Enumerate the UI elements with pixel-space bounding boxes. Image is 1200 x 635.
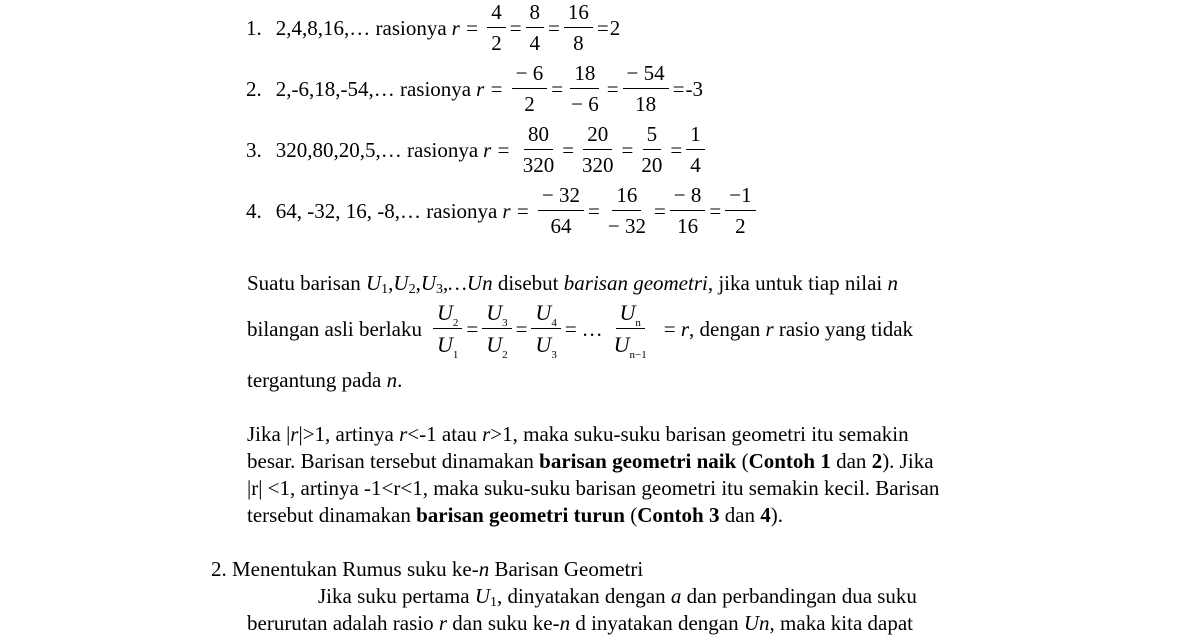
- numerator: [482, 302, 511, 329]
- paragraph-2-line-2: [247, 451, 934, 472]
- numerator: − 6: [512, 63, 548, 89]
- subscript: 4: [551, 317, 557, 329]
- fraction: [564, 2, 593, 54]
- comma: ,: [443, 271, 449, 295]
- subscript: 1: [452, 349, 459, 361]
- example-3: [246, 124, 708, 176]
- var-u: U: [474, 584, 491, 608]
- definition-text: rasio yang tidak: [773, 316, 914, 341]
- equals-sign: =: [606, 76, 619, 101]
- equals-sign: =: [509, 15, 522, 40]
- paragraph-text: |r| <1, artinya -1<r<1, maka suku-suku barisan geometri itu semakin kecil. Barisan: [247, 476, 940, 500]
- term-barisan-geometri: barisan geometri: [563, 271, 708, 295]
- fraction: [686, 124, 705, 176]
- paragraph-text: |>1, artinya: [298, 422, 400, 446]
- heading-text: Barisan Geometri: [489, 557, 644, 581]
- denominator: 320: [582, 153, 614, 177]
- denominator: [610, 329, 651, 361]
- var-u: U: [486, 332, 503, 357]
- fraction: [623, 63, 669, 115]
- equals-sign: =: [548, 15, 560, 40]
- example-4: [246, 185, 759, 237]
- var-u: U: [619, 300, 636, 325]
- example-2: [246, 63, 703, 115]
- equals-sign: =: [588, 198, 600, 223]
- denominator: − 32: [607, 214, 646, 238]
- example-1-sequence: 2,4,8,16,… rasionya: [275, 15, 447, 40]
- var-n: n: [478, 557, 490, 581]
- definition-text: disebut: [492, 271, 564, 295]
- definition-text: .: [397, 368, 403, 392]
- definition-line-3: [247, 370, 402, 391]
- example-2-r: r: [476, 76, 485, 101]
- fraction: [567, 63, 603, 115]
- example-2-sequence: 2,-6,18,-54,… rasionya: [275, 76, 472, 101]
- var-u: U: [486, 300, 503, 325]
- var-u: U: [436, 332, 453, 357]
- equals-sign: =: [515, 316, 528, 341]
- ref-contoh-3: Contoh 3: [637, 503, 720, 527]
- numerator: 4: [487, 2, 506, 28]
- definition-text: tergantung pada: [247, 368, 387, 392]
- ellipsis: …: [581, 316, 603, 341]
- fraction: [578, 124, 618, 176]
- numerator: 18: [570, 63, 599, 89]
- fraction: [512, 63, 548, 115]
- denominator: 16: [677, 214, 699, 238]
- ratio-fraction: [482, 300, 511, 361]
- equals-sign: =: [709, 198, 722, 223]
- var-r: r: [399, 422, 408, 446]
- ref-contoh-1: Contoh 1: [748, 449, 831, 473]
- paragraph-text: tersebut dinamakan: [247, 503, 417, 527]
- ratio-fraction: [531, 300, 560, 361]
- paragraph-text: Jika |: [247, 422, 291, 446]
- var-un: Un: [743, 611, 770, 635]
- fraction: [604, 185, 650, 237]
- equals-sign: =: [670, 137, 683, 162]
- example-4-r: r: [502, 198, 511, 223]
- equals-sign: =: [485, 76, 508, 101]
- fraction: [725, 185, 755, 237]
- denominator: 4: [690, 153, 701, 177]
- subscript: 3: [502, 317, 508, 329]
- ratio-fraction: [433, 300, 462, 361]
- var-r: r: [290, 422, 299, 446]
- numerator: −1: [725, 185, 755, 211]
- comma: ,: [388, 271, 394, 295]
- denominator: [531, 329, 560, 361]
- subscript: 1: [490, 595, 498, 610]
- numerator: 16: [564, 2, 593, 28]
- example-1-number: 1.: [246, 15, 262, 40]
- heading-text: 2. Menentukan Rumus suku ke-: [211, 557, 479, 581]
- denominator: 320: [522, 153, 555, 177]
- section-text: dan perbandingan dua suku: [681, 584, 917, 608]
- example-1: [246, 2, 620, 54]
- subscript: n: [635, 317, 641, 329]
- section-text: d inyatakan dengan: [570, 611, 744, 635]
- section-text: , dinyatakan dengan: [497, 584, 671, 608]
- paragraph-text: besar. Barisan tersebut dinamakan: [247, 449, 540, 473]
- example-3-r: r: [483, 137, 492, 162]
- equals-sign: =: [653, 198, 666, 223]
- var-u: U: [365, 271, 382, 295]
- paragraph-text: ). Jika: [882, 449, 934, 473]
- var-r: r: [765, 316, 774, 341]
- var-n: n: [887, 271, 898, 295]
- numerator: − 8: [670, 185, 706, 211]
- var-r: r: [482, 422, 491, 446]
- example-3-sequence: 320,80,20,5,… rasionya: [275, 137, 479, 162]
- var-n: n: [559, 611, 571, 635]
- fraction: [670, 185, 706, 237]
- denominator: − 6: [571, 92, 599, 116]
- denominator: 8: [573, 31, 584, 55]
- paragraph-text: dan: [719, 503, 761, 527]
- var-un: …Un: [448, 271, 493, 295]
- example-2-result: -3: [685, 76, 703, 101]
- definition-text: =: [663, 316, 681, 341]
- var-r: r: [438, 611, 448, 635]
- paragraph-2-line-1: [247, 424, 909, 445]
- denominator: 4: [529, 31, 541, 55]
- example-4-sequence: 64, -32, 16, -8,… rasionya: [275, 198, 498, 223]
- fraction: [526, 2, 545, 54]
- section-text: Jika suku pertama: [318, 584, 475, 608]
- var-u: U: [420, 271, 436, 295]
- fraction: [487, 2, 506, 54]
- equals-sign: =: [492, 137, 515, 162]
- denominator: [482, 329, 511, 361]
- section-text: , maka kita dapat: [769, 611, 913, 635]
- section-2-heading: [211, 559, 643, 580]
- numerator: 1: [686, 124, 705, 150]
- subscript: 2: [452, 317, 459, 329]
- definition-line-2: [247, 300, 914, 361]
- ref-contoh-4: 4: [760, 503, 771, 527]
- var-u: U: [393, 271, 409, 295]
- definition-line-1: [247, 271, 898, 297]
- var-u: U: [436, 300, 453, 325]
- equals-sign: =: [562, 137, 575, 162]
- fraction: [538, 185, 584, 237]
- definition-text: Suatu barisan: [247, 271, 366, 295]
- denominator: 64: [550, 214, 572, 238]
- numerator: [616, 302, 645, 329]
- equals-sign: =: [511, 198, 534, 223]
- definition-text: , jika untuk tiap nilai: [707, 271, 888, 295]
- numerator: − 54: [623, 63, 669, 89]
- denominator: [433, 329, 462, 361]
- example-4-number: 4.: [246, 198, 262, 223]
- comma: ,: [415, 271, 421, 295]
- subscript: 3: [436, 282, 443, 297]
- denominator: 18: [635, 92, 657, 116]
- equals-sign: =: [596, 15, 609, 40]
- paragraph-text: <-1 atau: [407, 422, 483, 446]
- numerator: 8: [526, 2, 545, 28]
- term-barisan-geometri-naik: barisan geometri naik: [539, 449, 737, 473]
- definition-text: , dengan: [689, 316, 766, 341]
- equals-sign: =: [551, 76, 564, 101]
- paragraph-2-line-3: [247, 478, 939, 499]
- ref-contoh-2: 2: [871, 449, 883, 473]
- term-barisan-geometri-turun: barisan geometri turun: [416, 503, 625, 527]
- numerator: 80: [524, 124, 553, 150]
- section-text: dan suku ke-: [447, 611, 560, 635]
- numerator: [433, 302, 462, 329]
- denominator: 2: [524, 92, 535, 116]
- equals-sign: =: [466, 316, 479, 341]
- var-n: n: [386, 368, 398, 392]
- numerator: 20: [583, 124, 612, 150]
- var-r: r: [680, 316, 690, 341]
- numerator: − 32: [538, 185, 584, 211]
- denominator: 20: [641, 153, 663, 177]
- numerator: 5: [643, 124, 662, 150]
- numerator: 16: [612, 185, 641, 211]
- example-3-number: 3.: [246, 137, 262, 162]
- example-2-number: 2.: [246, 76, 262, 101]
- paragraph-text: (: [624, 503, 638, 527]
- equals-sign: =: [460, 15, 484, 40]
- fraction: [637, 124, 666, 176]
- subscript: n−1: [629, 349, 647, 361]
- definition-text: bilangan asli berlaku: [247, 316, 422, 341]
- subscript: 3: [551, 349, 557, 361]
- paragraph-text: ).: [770, 503, 784, 527]
- var-a: a: [670, 584, 682, 608]
- fraction: [519, 124, 559, 176]
- paragraph-text: >1, maka suku-suku barisan geometri itu semakin: [490, 422, 909, 446]
- equals-sign: =: [672, 76, 685, 101]
- var-u: U: [535, 300, 552, 325]
- subscript: 2: [408, 282, 416, 297]
- numerator: [531, 302, 560, 329]
- paragraph-text: dan: [830, 449, 872, 473]
- denominator: 2: [491, 31, 502, 55]
- ratio-fraction-nth: [610, 300, 651, 361]
- subscript: 1: [381, 282, 389, 297]
- example-1-r: r: [451, 15, 460, 40]
- equals-sign: =: [564, 316, 577, 341]
- subscript: 2: [502, 349, 508, 361]
- example-1-result: 2: [609, 15, 621, 40]
- var-u: U: [613, 332, 630, 357]
- section-text: berurutan adalah rasio: [247, 611, 439, 635]
- denominator: 2: [735, 214, 746, 238]
- equals-sign: =: [621, 137, 634, 162]
- section-2-line-2: [247, 613, 913, 634]
- section-2-line-1: [318, 584, 917, 610]
- paragraph-2-line-4: [247, 505, 783, 526]
- var-u: U: [535, 332, 552, 357]
- paragraph-text: (: [736, 449, 749, 473]
